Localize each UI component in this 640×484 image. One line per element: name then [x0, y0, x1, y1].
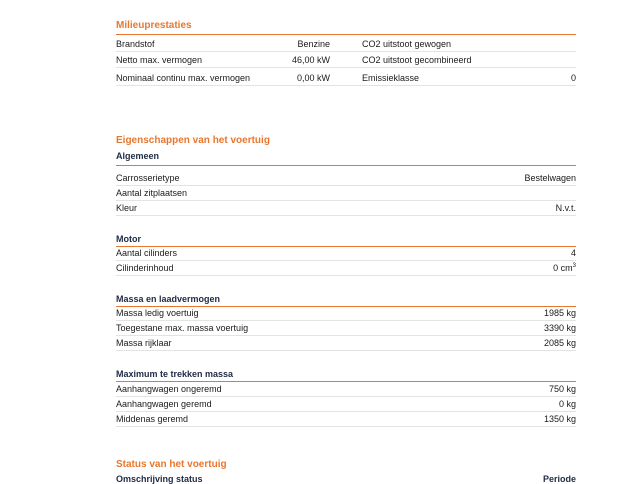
row-label: Cilinderinhoud — [116, 263, 174, 273]
row-label: Aanhangwagen geremd — [116, 399, 212, 409]
table-row — [116, 261, 576, 276]
table-row — [116, 201, 576, 216]
row-value: 1350 kg — [543, 414, 576, 424]
table-row — [116, 53, 576, 68]
table-row — [116, 186, 576, 201]
table-row — [116, 397, 576, 412]
table-row — [116, 321, 576, 336]
row-value: 0 kg — [558, 399, 576, 409]
row-value: 46,00 kW — [291, 55, 330, 65]
table-row — [116, 171, 576, 186]
row-label: Aantal zitplaatsen — [116, 188, 188, 198]
section-title-properties: Eigenschappen van het voertuig — [116, 135, 270, 146]
row-label: Netto max. vermogen — [116, 55, 203, 65]
table-row — [116, 412, 576, 427]
row-value: Benzine — [297, 39, 330, 49]
divider — [116, 34, 576, 35]
table-row — [116, 246, 576, 261]
row-value: 4 — [570, 248, 576, 258]
unit-superscript: 3 — [572, 263, 576, 269]
row-value: 0 $cm^3$ — [553, 263, 576, 273]
row-label: CO2 uitstoot gecombineerd — [362, 55, 472, 65]
table-row — [116, 37, 576, 52]
row-label: Emissieklasse — [362, 73, 420, 83]
row-value: 0 — [570, 73, 576, 83]
row-value: 2085 kg — [543, 338, 576, 348]
row-value: 1985 kg — [543, 308, 576, 318]
row-label: Massa rijklaar — [116, 338, 172, 348]
row-value: 0,00 kW — [296, 73, 330, 83]
row-label: Middenas geremd — [116, 414, 189, 424]
section-title-environment: Milieuprestaties — [116, 20, 192, 31]
row-value: 750 kg — [548, 384, 576, 394]
row-label: CO2 uitstoot gewogen — [362, 39, 452, 49]
subsection-title-general: Algemeen — [116, 151, 160, 161]
divider — [116, 165, 576, 166]
table-row — [116, 382, 576, 397]
table-row — [116, 336, 576, 351]
row-value: Bestelwagen — [524, 173, 576, 183]
table-row — [116, 306, 576, 321]
row-label: Toegestane max. massa voertuig — [116, 323, 249, 333]
row-label: Aantal cilinders — [116, 248, 178, 258]
row-label: Kleur — [116, 203, 138, 213]
row-label: Carrosserietype — [116, 173, 180, 183]
row-value: 3390 kg — [543, 323, 576, 333]
section-title-status: Status van het voertuig — [116, 459, 227, 470]
table-row — [116, 71, 576, 86]
row-label: Massa ledig voertuig — [116, 308, 199, 318]
subsection-title-engine: Motor — [116, 234, 141, 244]
subsection-title-mass: Massa en laadvermogen — [116, 294, 221, 304]
subsection-title-towing: Maximum te trekken massa — [116, 369, 234, 379]
status-column-description: Omschrijving status — [116, 474, 203, 484]
row-label: Aanhangwagen ongeremd — [116, 384, 222, 394]
status-column-period: Periode — [542, 474, 576, 484]
row-label: Nominaal continu max. vermogen — [116, 73, 251, 83]
row-value: N.v.t. — [555, 203, 576, 213]
row-label: Brandstof — [116, 39, 155, 49]
